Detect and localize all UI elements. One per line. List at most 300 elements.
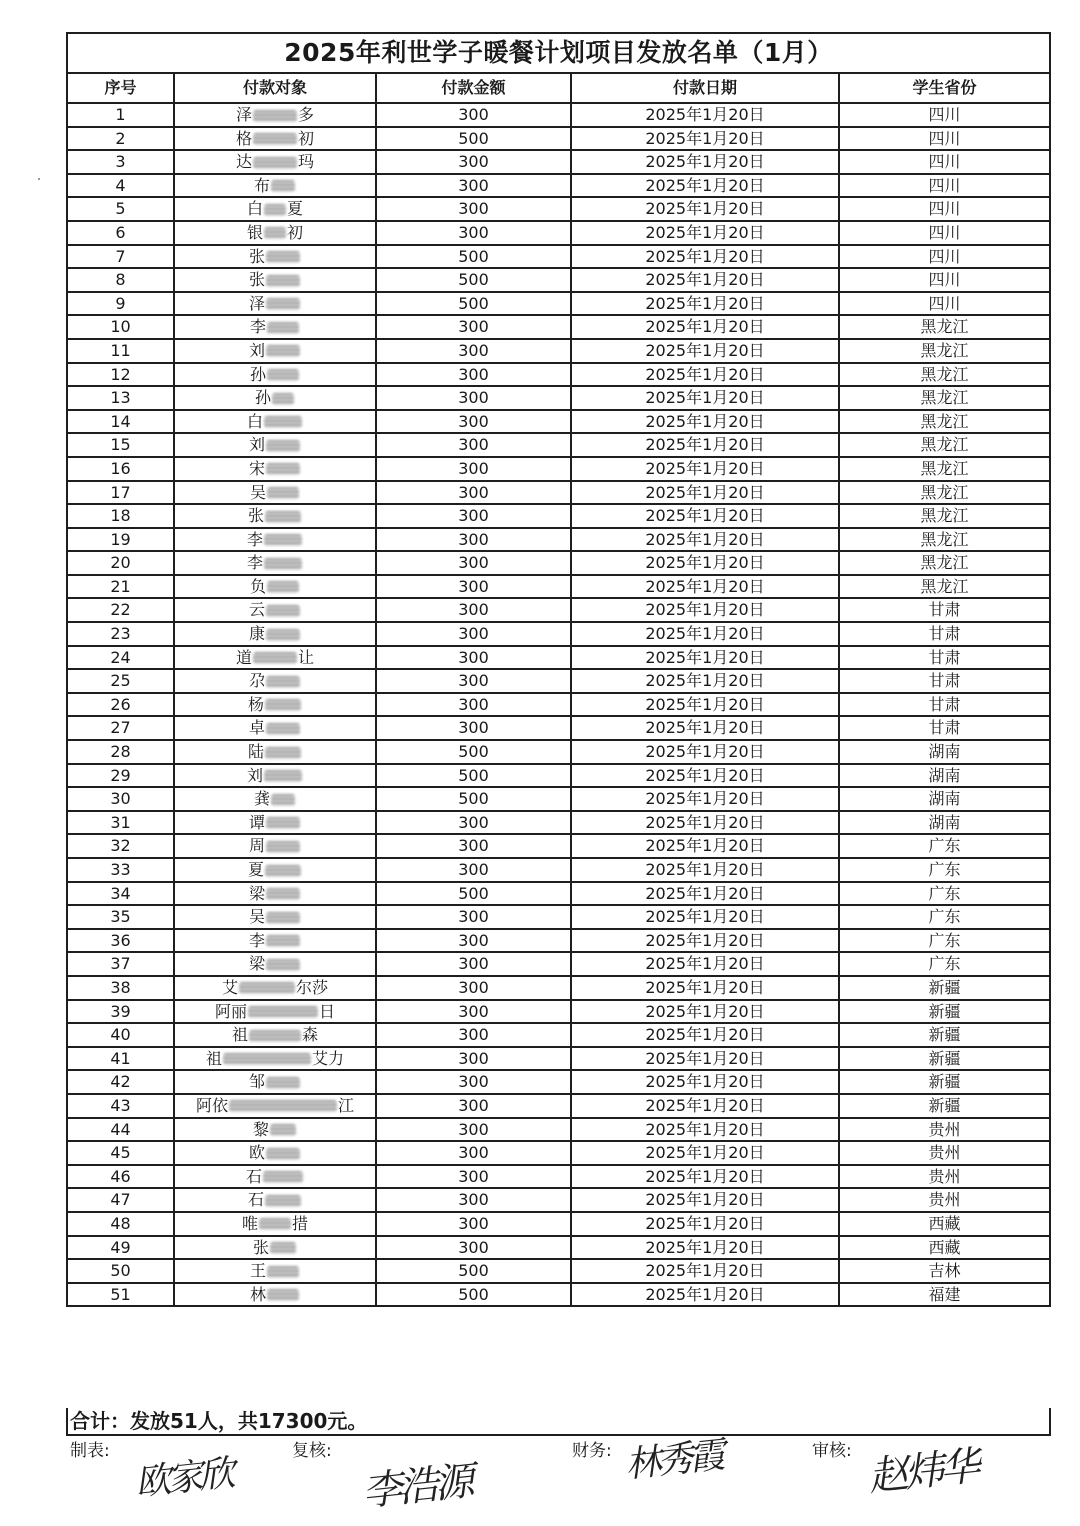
table-row [67,1047,1050,1071]
table-row [67,127,1050,151]
payee-name [174,1259,376,1283]
student-province: 四川 [839,103,1050,127]
row-number: 21 [67,575,174,599]
student-province: 湖南 [839,764,1050,788]
row-number: 45 [67,1141,174,1165]
payment-amount: 300 [376,339,571,363]
student-province: 西藏 [839,1236,1050,1260]
payee-name [174,1023,376,1047]
payee-name-visible-prefix: 艾 [221,977,238,997]
payment-amount: 300 [376,1070,571,1094]
redacted-name-blur [267,322,299,334]
signature-block-auditor [812,1436,852,1461]
payment-date: 2025年1月20日 [571,197,839,221]
payee-name-visible-prefix: 泽 [235,105,252,124]
row-number: 51 [67,1283,174,1307]
redacted-name-blur [253,157,297,169]
payee-name-visible-suffix: 多 [298,105,315,124]
table-row [67,457,1050,481]
payee-name [174,1000,376,1024]
payment-date: 2025年1月20日 [571,764,839,788]
payment-date: 2025年1月20日 [571,646,839,670]
payment-date: 2025年1月20日 [571,1283,839,1307]
table-row [67,1118,1050,1142]
student-province: 湖南 [839,740,1050,764]
table-row [67,339,1050,363]
payee-name [174,976,376,1000]
table-row [67,811,1050,835]
payee-name [174,693,376,717]
payee-name-visible-prefix: 张 [248,270,265,290]
table-row [67,528,1050,552]
redacted-name-blur [253,110,297,122]
table-row [67,292,1050,316]
row-number: 35 [67,905,174,929]
table-body [67,103,1050,1306]
row-number: 5 [67,197,174,221]
payment-date: 2025年1月20日 [571,1212,839,1236]
payment-date: 2025年1月20日 [571,339,839,363]
redacted-name-blur [267,1266,299,1278]
payee-name-visible-prefix: 唯 [241,1213,258,1233]
payee-name [174,1141,376,1165]
student-province: 黑龙江 [839,363,1050,387]
payment-amount: 500 [376,764,571,788]
payee-name [174,315,376,339]
payment-date: 2025年1月20日 [571,528,839,552]
payment-date: 2025年1月20日 [571,811,839,835]
payment-amount: 300 [376,481,571,505]
redacted-name-blur [270,1124,296,1136]
row-number: 41 [67,1047,174,1071]
payment-date: 2025年1月20日 [571,693,839,717]
payment-amount: 300 [376,598,571,622]
redacted-name-blur [266,935,300,947]
table-row [67,693,1050,717]
student-province: 黑龙江 [839,504,1050,528]
table-row [67,669,1050,693]
payment-amount: 300 [376,905,571,929]
payee-name-visible-prefix: 吴 [248,907,265,927]
payment-amount: 500 [376,740,571,764]
payment-amount: 300 [376,929,571,953]
payee-name-visible-prefix: 孙 [254,388,271,408]
redacted-name-blur [253,652,297,664]
payee-name-visible-prefix: 陆 [247,742,264,762]
redacted-name-blur [229,1100,337,1112]
table-row [67,1259,1050,1283]
redacted-name-blur [249,1030,301,1042]
student-province: 新疆 [839,1047,1050,1071]
column-header-date: 付款日期 [571,73,839,103]
student-province: 黑龙江 [839,528,1050,552]
payee-name [174,1212,376,1236]
payee-name-visible-suffix: 玛 [298,152,315,172]
redacted-name-blur [248,1006,318,1018]
student-province: 黑龙江 [839,575,1050,599]
table-row [67,905,1050,929]
redacted-name-blur [271,180,295,192]
student-province: 新疆 [839,1094,1050,1118]
payee-name-visible-prefix: 孙 [249,364,266,384]
table-row [67,363,1050,387]
student-province: 黑龙江 [839,410,1050,434]
payee-name-visible-prefix: 白 [246,411,263,431]
payment-date: 2025年1月20日 [571,575,839,599]
table-row [67,1236,1050,1260]
payee-name-visible-prefix: 李 [246,553,263,573]
row-number: 14 [67,410,174,434]
redacted-name-blur [271,794,295,806]
payment-amount: 300 [376,575,571,599]
payment-date: 2025年1月20日 [571,787,839,811]
row-number: 46 [67,1165,174,1189]
redacted-name-blur [266,1148,300,1160]
payment-date: 2025年1月20日 [571,457,839,481]
payee-name [174,669,376,693]
payment-amount: 500 [376,1259,571,1283]
payee-name [174,197,376,221]
table-row [67,1212,1050,1236]
payment-amount: 300 [376,1188,571,1212]
signature-preparer: 欧家欣 [133,1453,234,1504]
payment-amount: 300 [376,315,571,339]
redacted-name-blur [223,1053,311,1065]
student-province: 广东 [839,952,1050,976]
payment-amount: 500 [376,292,571,316]
table-row [67,787,1050,811]
table-row [67,103,1050,127]
payment-amount: 500 [376,787,571,811]
payee-name [174,386,376,410]
table-row [67,150,1050,174]
table-row [67,1070,1050,1094]
signature-block-preparer [70,1436,110,1461]
redacted-name-blur [266,959,300,971]
redacted-name-blur [239,982,295,994]
payment-amount: 300 [376,1212,571,1236]
row-number: 32 [67,834,174,858]
payee-name [174,150,376,174]
redacted-name-blur [266,629,300,641]
payee-name [174,622,376,646]
payment-date: 2025年1月20日 [571,1141,839,1165]
row-number: 2 [67,127,174,151]
payee-name-visible-prefix: 梁 [248,883,265,903]
redacted-name-blur [266,463,300,475]
row-number: 13 [67,386,174,410]
payment-date: 2025年1月20日 [571,669,839,693]
table-row [67,834,1050,858]
payment-amount: 300 [376,433,571,457]
payee-name [174,764,376,788]
payment-amount: 300 [376,1094,571,1118]
student-province: 新疆 [839,1070,1050,1094]
payment-amount: 300 [376,976,571,1000]
table-row [67,1165,1050,1189]
student-province: 四川 [839,150,1050,174]
student-province: 广东 [839,858,1050,882]
payee-name [174,1236,376,1260]
payee-name [174,292,376,316]
payee-name [174,1118,376,1142]
payment-date: 2025年1月20日 [571,1047,839,1071]
row-number: 7 [67,245,174,269]
payment-amount: 300 [376,693,571,717]
student-province: 新疆 [839,976,1050,1000]
payment-amount: 300 [376,174,571,198]
redacted-name-blur [266,676,300,688]
payment-date: 2025年1月20日 [571,363,839,387]
student-province: 四川 [839,268,1050,292]
redacted-name-blur [266,345,300,357]
payee-name-visible-prefix: 吴 [249,482,266,502]
payment-date: 2025年1月20日 [571,292,839,316]
row-number: 28 [67,740,174,764]
payee-name-visible-prefix: 刘 [248,340,265,360]
student-province: 四川 [839,245,1050,269]
student-province: 西藏 [839,1212,1050,1236]
payee-name-visible-prefix: 张 [247,506,264,526]
payee-name-visible-prefix: 李 [249,317,266,337]
redacted-name-blur [265,865,301,877]
payment-date: 2025年1月20日 [571,858,839,882]
table-row [67,1141,1050,1165]
redacted-name-blur [265,1195,301,1207]
student-province: 四川 [839,292,1050,316]
row-number: 6 [67,221,174,245]
payee-name-visible-prefix: 李 [246,529,263,549]
payee-name [174,1188,376,1212]
document-title: 2025年利世学子暖餐计划项目发放名单（1月） [67,33,1050,73]
payment-date: 2025年1月20日 [571,1000,839,1024]
table-header-row [67,73,1050,103]
row-number: 24 [67,646,174,670]
payee-name-visible-prefix: 阿依 [195,1095,228,1115]
student-province: 湖南 [839,811,1050,835]
table-row [67,245,1050,269]
payee-name-visible-suffix: 江 [338,1095,355,1115]
payment-amount: 300 [376,504,571,528]
table-row [67,386,1050,410]
payment-date: 2025年1月20日 [571,315,839,339]
payee-name [174,551,376,575]
payment-amount: 300 [376,528,571,552]
redacted-name-blur [264,204,286,216]
redacted-name-blur [266,440,300,452]
payment-date: 2025年1月20日 [571,103,839,127]
row-number: 48 [67,1212,174,1236]
row-number: 19 [67,528,174,552]
redacted-name-blur [266,841,300,853]
signature-finance: 林秀霞 [623,1435,724,1486]
payment-date: 2025年1月20日 [571,245,839,269]
payment-amount: 300 [376,1165,571,1189]
payment-amount: 300 [376,1118,571,1142]
student-province: 新疆 [839,1000,1050,1024]
payment-amount: 300 [376,1023,571,1047]
payee-name-visible-prefix: 李 [248,930,265,950]
payee-name-visible-prefix: 道 [235,647,252,667]
student-province: 甘肃 [839,669,1050,693]
signature-label: 复核: [292,1441,332,1461]
table-row [67,622,1050,646]
payee-name-visible-prefix: 尕 [248,671,265,691]
row-number: 47 [67,1188,174,1212]
payee-name-visible-prefix: 泽 [248,293,265,313]
payment-amount: 300 [376,952,571,976]
payee-name-visible-prefix: 杨 [247,694,264,714]
redacted-name-blur [267,1289,299,1301]
redacted-name-blur [266,723,300,735]
payment-date: 2025年1月20日 [571,433,839,457]
row-number: 10 [67,315,174,339]
payee-name [174,268,376,292]
payee-name [174,457,376,481]
student-province: 甘肃 [839,598,1050,622]
student-province: 甘肃 [839,693,1050,717]
student-province: 四川 [839,221,1050,245]
row-number: 42 [67,1070,174,1094]
payee-name [174,575,376,599]
payee-name-visible-prefix: 夏 [247,860,264,879]
payment-amount: 300 [376,363,571,387]
redacted-name-blur [266,912,300,924]
payee-name [174,127,376,151]
payee-name [174,481,376,505]
row-number: 17 [67,481,174,505]
signature-reviewer: 李浩源 [360,1458,473,1516]
table-row [67,976,1050,1000]
redacted-name-blur [264,227,286,239]
row-number: 25 [67,669,174,693]
payee-name [174,598,376,622]
table-row [67,1283,1050,1307]
payee-name-visible-prefix: 刘 [248,435,265,455]
row-number: 20 [67,551,174,575]
payment-amount: 300 [376,103,571,127]
payment-date: 2025年1月20日 [571,268,839,292]
payment-amount: 300 [376,1000,571,1024]
row-number: 16 [67,457,174,481]
payee-name [174,740,376,764]
row-number: 31 [67,811,174,835]
payee-name [174,410,376,434]
redacted-name-blur [267,369,299,381]
payee-name-visible-prefix: 卓 [248,718,265,738]
payee-name-visible-suffix: 艾力 [312,1048,345,1068]
payment-date: 2025年1月20日 [571,740,839,764]
payment-date: 2025年1月20日 [571,1023,839,1047]
table-row [67,433,1050,457]
payment-date: 2025年1月20日 [571,1188,839,1212]
student-province: 甘肃 [839,622,1050,646]
student-province: 广东 [839,929,1050,953]
payee-name-visible-prefix: 银 [246,222,263,242]
payment-amount: 300 [376,197,571,221]
row-number: 8 [67,268,174,292]
payee-name-visible-prefix: 祖 [231,1025,248,1045]
row-number: 15 [67,433,174,457]
table-row [67,504,1050,528]
payment-amount: 300 [376,646,571,670]
column-header-province: 学生省份 [839,73,1050,103]
row-number: 18 [67,504,174,528]
payee-name-visible-prefix: 达 [235,152,252,172]
student-province: 广东 [839,905,1050,929]
payment-amount: 300 [376,811,571,835]
payee-name-visible-prefix: 张 [248,246,265,266]
table-row [67,315,1050,339]
redacted-name-blur [270,1242,296,1254]
payment-date: 2025年1月20日 [571,221,839,245]
payment-date: 2025年1月20日 [571,1094,839,1118]
payee-name-visible-prefix: 康 [248,624,265,644]
payee-name-visible-suffix: 夏 [287,199,304,219]
payment-date: 2025年1月20日 [571,410,839,434]
row-number: 40 [67,1023,174,1047]
student-province: 福建 [839,1283,1050,1307]
payment-amount: 500 [376,882,571,906]
payment-amount: 300 [376,716,571,740]
redacted-name-blur [259,1218,291,1230]
payee-name [174,433,376,457]
row-number: 34 [67,882,174,906]
signature-block-finance [572,1436,612,1461]
signature-block-reviewer [292,1436,332,1461]
payment-date: 2025年1月20日 [571,1070,839,1094]
student-province: 黑龙江 [839,339,1050,363]
payee-name [174,882,376,906]
redacted-name-blur [264,558,302,570]
payee-name-visible-suffix: 日 [319,1001,336,1021]
payment-amount: 500 [376,245,571,269]
payment-amount: 300 [376,834,571,858]
row-number: 9 [67,292,174,316]
student-province: 黑龙江 [839,433,1050,457]
table-row [67,1188,1050,1212]
payee-name [174,929,376,953]
student-province: 四川 [839,174,1050,198]
payment-date: 2025年1月20日 [571,976,839,1000]
payee-name-visible-prefix: 布 [253,175,270,195]
payment-date: 2025年1月20日 [571,952,839,976]
payment-date: 2025年1月20日 [571,882,839,906]
redacted-name-blur [266,817,300,829]
disbursement-sheet [66,32,1049,1307]
redacted-name-blur [266,1077,300,1089]
student-province: 黑龙江 [839,315,1050,339]
payment-date: 2025年1月20日 [571,174,839,198]
payee-name-visible-prefix: 黎 [252,1119,269,1139]
payee-name-visible-prefix: 白 [246,199,263,219]
payment-amount: 300 [376,622,571,646]
payee-name [174,858,376,882]
student-province: 黑龙江 [839,457,1050,481]
redacted-name-blur [266,251,300,263]
payee-name [174,905,376,929]
payee-name-visible-prefix: 负 [249,576,266,596]
payee-name-visible-prefix: 梁 [248,954,265,974]
payment-date: 2025年1月20日 [571,622,839,646]
payee-name-visible-prefix: 格 [235,128,252,148]
redacted-name-blur [266,605,300,617]
payee-name-visible-suffix: 措 [292,1213,309,1233]
student-province: 黑龙江 [839,481,1050,505]
payment-date: 2025年1月20日 [571,1165,839,1189]
payee-name [174,221,376,245]
payee-name [174,834,376,858]
